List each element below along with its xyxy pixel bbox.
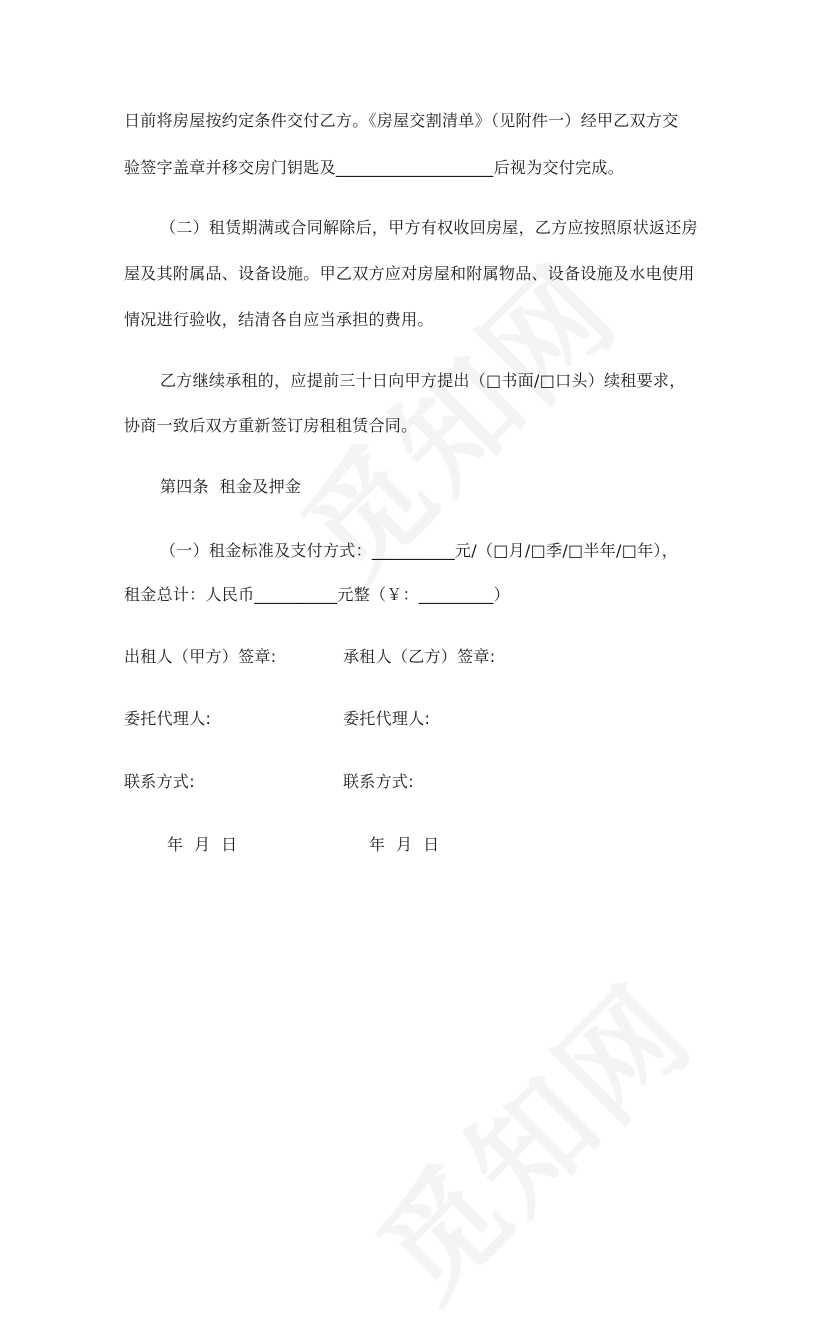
agent-label-right: 委托代理人:: [343, 709, 431, 728]
date-right: 年 月 日: [369, 835, 440, 854]
paragraph-2-line-3: 情况进行验收，结清各自应当承担的费用。: [124, 310, 434, 329]
article-heading: 第四条 租金及押金: [160, 477, 302, 496]
paragraph-3-line-1: 乙方继续承租的，应提前三十日向甲方提出（□书面/□口头）续租要求，: [160, 371, 686, 390]
paragraph-2-line-1: （二）租赁期满或合同解除后，甲方有权收回房屋，乙方应按照原状返还房: [160, 218, 698, 237]
date-left: 年 月 日: [167, 835, 238, 854]
contact-label-right: 联系方式:: [343, 772, 414, 791]
watermark: [335, 942, 724, 1330]
paragraph-4-line-1: （一）租金标准及支付方式：__________元/（□月/□季/□半年/□年），: [160, 541, 679, 560]
paragraph-3-line-2: 协商一致后双方重新签订房租租赁合同。: [124, 416, 418, 435]
paragraph-2-line-2: 屋及其附属品、设备设施。甲乙双方应对房屋和附属物品、设备设施及水电使用: [124, 264, 695, 283]
lessee-signature-label: 承租人（乙方）签章:: [343, 647, 496, 666]
contact-label-left: 联系方式:: [124, 772, 195, 791]
paragraph-4-line-2: 租金总计：人民币__________元整（￥：_________）: [124, 585, 510, 604]
paragraph-1-line-1: 日前将房屋按约定条件交付乙方。《房屋交割清单》（见附件一）经甲乙双方交: [124, 111, 679, 130]
paragraph-1-line-2: 验签字盖章并移交房门钥匙及___________________后视为交付完成。: [124, 158, 625, 177]
lessor-signature-label: 出租人（甲方）签章:: [124, 647, 277, 666]
agent-label-left: 委托代理人:: [124, 709, 212, 728]
